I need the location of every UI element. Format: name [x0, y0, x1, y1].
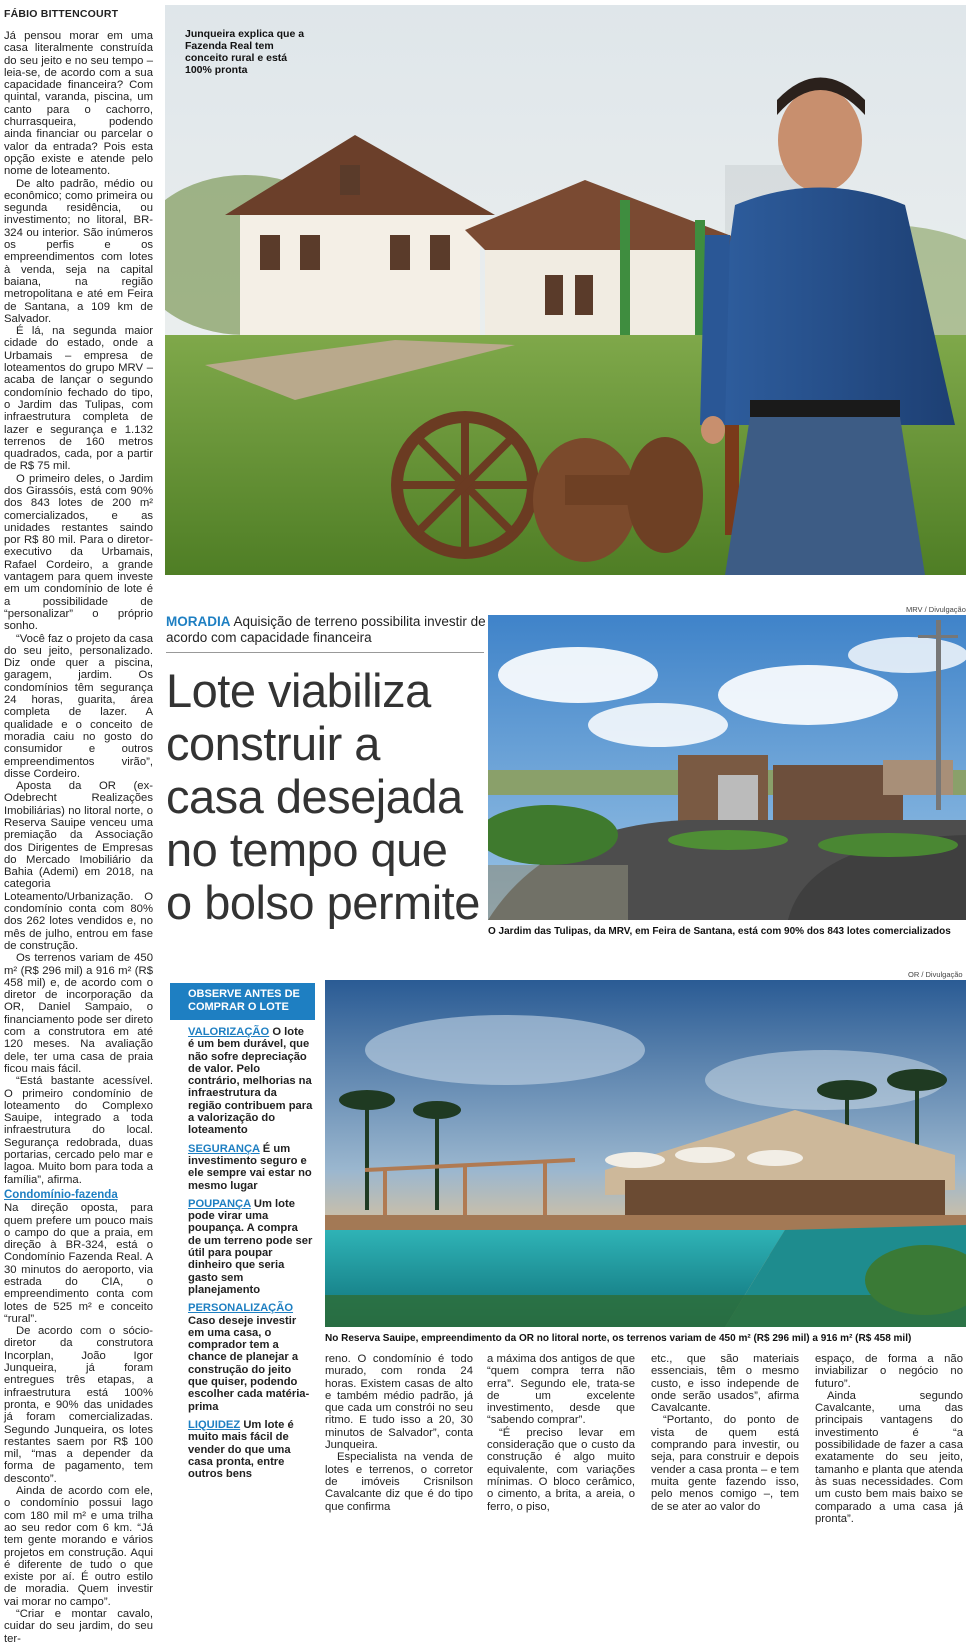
paragraph: Especialista na venda de lotes e terrenos, o corretor de imóveis Crisnilson Cavalcante diz que é do tipo que confirma	[325, 1451, 473, 1513]
paragraph: De alto padrão, médio ou econômico; como primeira ou segunda residência, ou investimento; no litoral, BR-324 ou interior. São inúmeros os perfis e os empreendimentos com lotes à venda, seja na capital baiana, na região metropolitana e até em Feira de Santana, a 109 km de Salvador.	[4, 177, 153, 325]
sidebar-item-text: Um lote pode virar uma poupança. A compra de um terreno pode ser útil para poupar dinheiro que seria gasto sem planejamento	[188, 1197, 313, 1296]
article-column-bottom-3	[651, 1353, 799, 1513]
sidebar-box	[170, 983, 315, 1480]
photo-caption-reserva-sauipe: No Reserva Sauipe, empreendimento da OR no litoral norte, os terrenos variam de 450 m² (R$ 296 mil) a 916 m² (R$ 458 mil)	[325, 1333, 912, 1344]
paragraph: Aposta da OR (ex-Odebrecht Realizações Imobiliárias) no litoral norte, o Reserva Sauipe venceu uma premiação da Associação dos Dirigentes de Empresas do Mercado Imobiliário da Bahia (Ademi) em 2018, na categoria Loteamento/Urbanização. O condomínio conta com 80% dos 262 lotes vendidos e, no mês de julho, entrou em fase de construção.	[4, 780, 153, 952]
paragraph: a máxima dos antigos de que “quem compra terra não erra”. Segundo ele, trata-se de um excelente investimento, desde que “sabendo comprar”.	[487, 1353, 635, 1427]
sidebar-item	[188, 1026, 313, 1137]
paragraph: “Criar e montar cavalo, cuidar do seu jardim, do seu ter-	[4, 1608, 153, 1645]
photo-credit-or: OR / Divulgação	[908, 970, 963, 979]
paragraph: reno. O condomínio é todo murado, com ronda 24 horas. Existem casas de alto e também médio padrão, já que cada um constrói no seu ritmo. E tudo isso a 20, 30 minutos de Salvador”, conta Junqueira.	[325, 1353, 473, 1452]
paragraph: Na direção oposta, para quem prefere um pouco mais o campo do que a praia, em direção à BR-324, está o Condomínio Fazenda Real. A 30 minutos do aeroporto, via estrada do CIA, o empreendimento conta com lotes de 525 m² e conceito “rural”.	[4, 1202, 153, 1325]
sidebar-item-text: Caso deseje investir em uma casa, o comprador tem a chance de planejar a construção do jeito que quiser, podendo escolher cada matéria-prima	[188, 1314, 310, 1413]
paragraph: Os terrenos variam de 450 m² (R$ 296 mil) a 916 m² (R$ 458 mil) e, de acordo com o diretor de incorporação da OR, Daniel Sampaio, o financiamento pode ser direto com a construtora em até 120 meses. Na avaliação dele, ter uma casa de praia ficou mais fácil.	[4, 952, 153, 1075]
sidebar-item-term: PERSONALIZAÇÃO	[188, 1302, 294, 1315]
sidebar-item	[188, 1419, 313, 1480]
paragraph: Ainda segundo Cavalcante, uma das principais vantagens do investimento é “a possibilidade de fazer a casa exatamente do seu jeito, tamanho e planta que atenda às suas necessidades. Com um custo bem mais baixo se comparado a uma casa já pronta”.	[815, 1389, 963, 1525]
kicker-label: MORADIA	[166, 614, 231, 629]
paragraph: Já pensou morar em uma casa literalmente construída do seu jeito e no seu tempo – leia-se, de acordo com a sua capacidade financeira? Com quintal, varanda, piscina, um canto para o cachorro, churrasqueira, podendo ainda financiar ou parcelar o valor da entrada? Pois esta opção existe e atende pelo nome de loteamento.	[4, 30, 153, 178]
photo-fazenda-real	[165, 5, 966, 575]
sidebar-item-text: Um lote é muito mais fácil de vender do que uma casa pronta, entre outros bens	[188, 1418, 294, 1481]
photo-caption-fazenda-real: Junqueira explica que a Fazenda Real tem conceito rural e está 100% pronta	[185, 28, 305, 76]
paragraph: espaço, de forma a não inviabilizar o negócio no futuro”.	[815, 1353, 963, 1390]
headline: Lote viabiliza construir a casa desejada no tempo que o bolso permite	[166, 664, 480, 929]
sidebar-item	[188, 1143, 313, 1192]
sidebar-item-term: LIQUIDEZ	[188, 1418, 241, 1431]
photo-jardim-das-tulipas	[488, 615, 966, 920]
photo-caption-jardim-das-tulipas: O Jardim das Tulipas, da MRV, em Feira de Santana, está com 90% dos 843 lotes comercializados	[488, 926, 951, 937]
photo-reserva-sauipe	[325, 980, 966, 1327]
sidebar-title: OBSERVE ANTES DE COMPRAR O LOTE	[170, 983, 315, 1020]
paragraph: etc., que são materiais essenciais, têm o mesmo custo, e isso independe de onde serão usados”, afirma Cavalcante.	[651, 1353, 799, 1415]
subhead: Condomínio-fazenda	[4, 1188, 118, 1201]
sidebar-item	[188, 1302, 313, 1413]
paragraph: “É preciso levar em consideração que o custo da construção é algo muito equivalente, com variações mínimas. O bloco cerâmico, o cimento, a brita, a areia, o ferro, o piso,	[487, 1426, 635, 1513]
paragraph: “Está bastante acessível. O primeiro condomínio de loteamento do Complexo Sauipe, integrado a toda infraestrutura do local. Segurança redobrada, duas portarias, cercado pelo mar e lagoa. Muito bom para toda a família”, afirma.	[4, 1075, 153, 1186]
paragraph: “Você faz o projeto da casa do seu jeito, personalizado. Diz onde quer a piscina, garagem, jardim. Os condomínios têm segurança 24 horas, guarita, área completa de lazer. A qualidade e o conceito de moradia caiu no gosto do consumidor e outros empreendimentos virão”, disse Cordeiro.	[4, 632, 153, 780]
article-column-bottom-2	[487, 1353, 635, 1513]
paragraph: É lá, na segunda maior cidade do estado, onde a Urbamais – empresa de loteamentos do grupo MRV – acaba de lançar o segundo condomínio fechado do tipo, o Jardim das Tulipas, com infraestrutura completa de lazer e segurança e 1.132 terrenos de 160 metros quadrados, cada, por a partir de R$ 75 mil.	[4, 325, 153, 473]
kicker	[166, 614, 486, 646]
sidebar-item-term: POUPANÇA	[188, 1197, 251, 1210]
sidebar-item-term: VALORIZAÇÃO	[188, 1026, 270, 1038]
paragraph: “Portanto, do ponto de vista de quem está comprando para investir, ou seja, para construir e depois vender a casa pronta – e tem muita gente fazendo isso, pelo menos comigo –, tem de se ater ao valor do	[651, 1414, 799, 1513]
article-column-1	[4, 30, 153, 1645]
photo-credit-mrv: MRV / Divulgação	[906, 605, 966, 614]
sidebar-item	[188, 1198, 313, 1296]
article-column-bottom-1	[325, 1353, 473, 1513]
paragraph: Ainda de acordo com ele, o condomínio possui lago com 180 mil m² e uma trilha ao seu redor com 6 km. “Já tem gente morando e vários projetos em construção. Aqui é diferente de tudo o que existe por aí. É outro estilo de moradia. Quem investir vai morar no campo”.	[4, 1485, 153, 1608]
sidebar-items	[170, 1026, 315, 1480]
sidebar-item-term: SEGURANÇA	[188, 1142, 260, 1155]
sidebar-item-text: É um investimento seguro e ele sempre vai estar no mesmo lugar	[188, 1142, 312, 1192]
kicker-divider	[166, 652, 484, 653]
paragraph: De acordo com o sócio-diretor da construtora Incorplan, João Igor Junqueira, já foram entregues três etapas, a infraestrutura está 100% pronta, e 90% das unidades já foram comercializadas. Segundo Junqueira, os lotes restantes saem por R$ 100 mil, “mas a depender da forma de pagamento, tem desconto”.	[4, 1325, 153, 1485]
byline: FÁBIO BITTENCOURT	[4, 8, 119, 20]
article-column-bottom-4	[815, 1353, 963, 1525]
kicker-text: Aquisição de terreno possibilita investir de acordo com capacidade financeira	[166, 614, 486, 645]
sidebar-item-text: O lote é um bem durável, que não sofre depreciação de valor. Pelo contrário, melhorias na infraestrutura da região contribuem para a valorização do loteamento	[188, 1026, 313, 1137]
paragraph: O primeiro deles, o Jardim dos Girassóis, está com 90% dos 843 lotes de 200 m² comercializados, e as unidades restantes saindo por R$ 80 mil. Para o diretor-executivo da Urbamais, Rafael Cordeiro, a grande vantagem para quem investe em um condomínio de lote é a possibilidade de “personalizar” o próprio sonho.	[4, 472, 153, 633]
